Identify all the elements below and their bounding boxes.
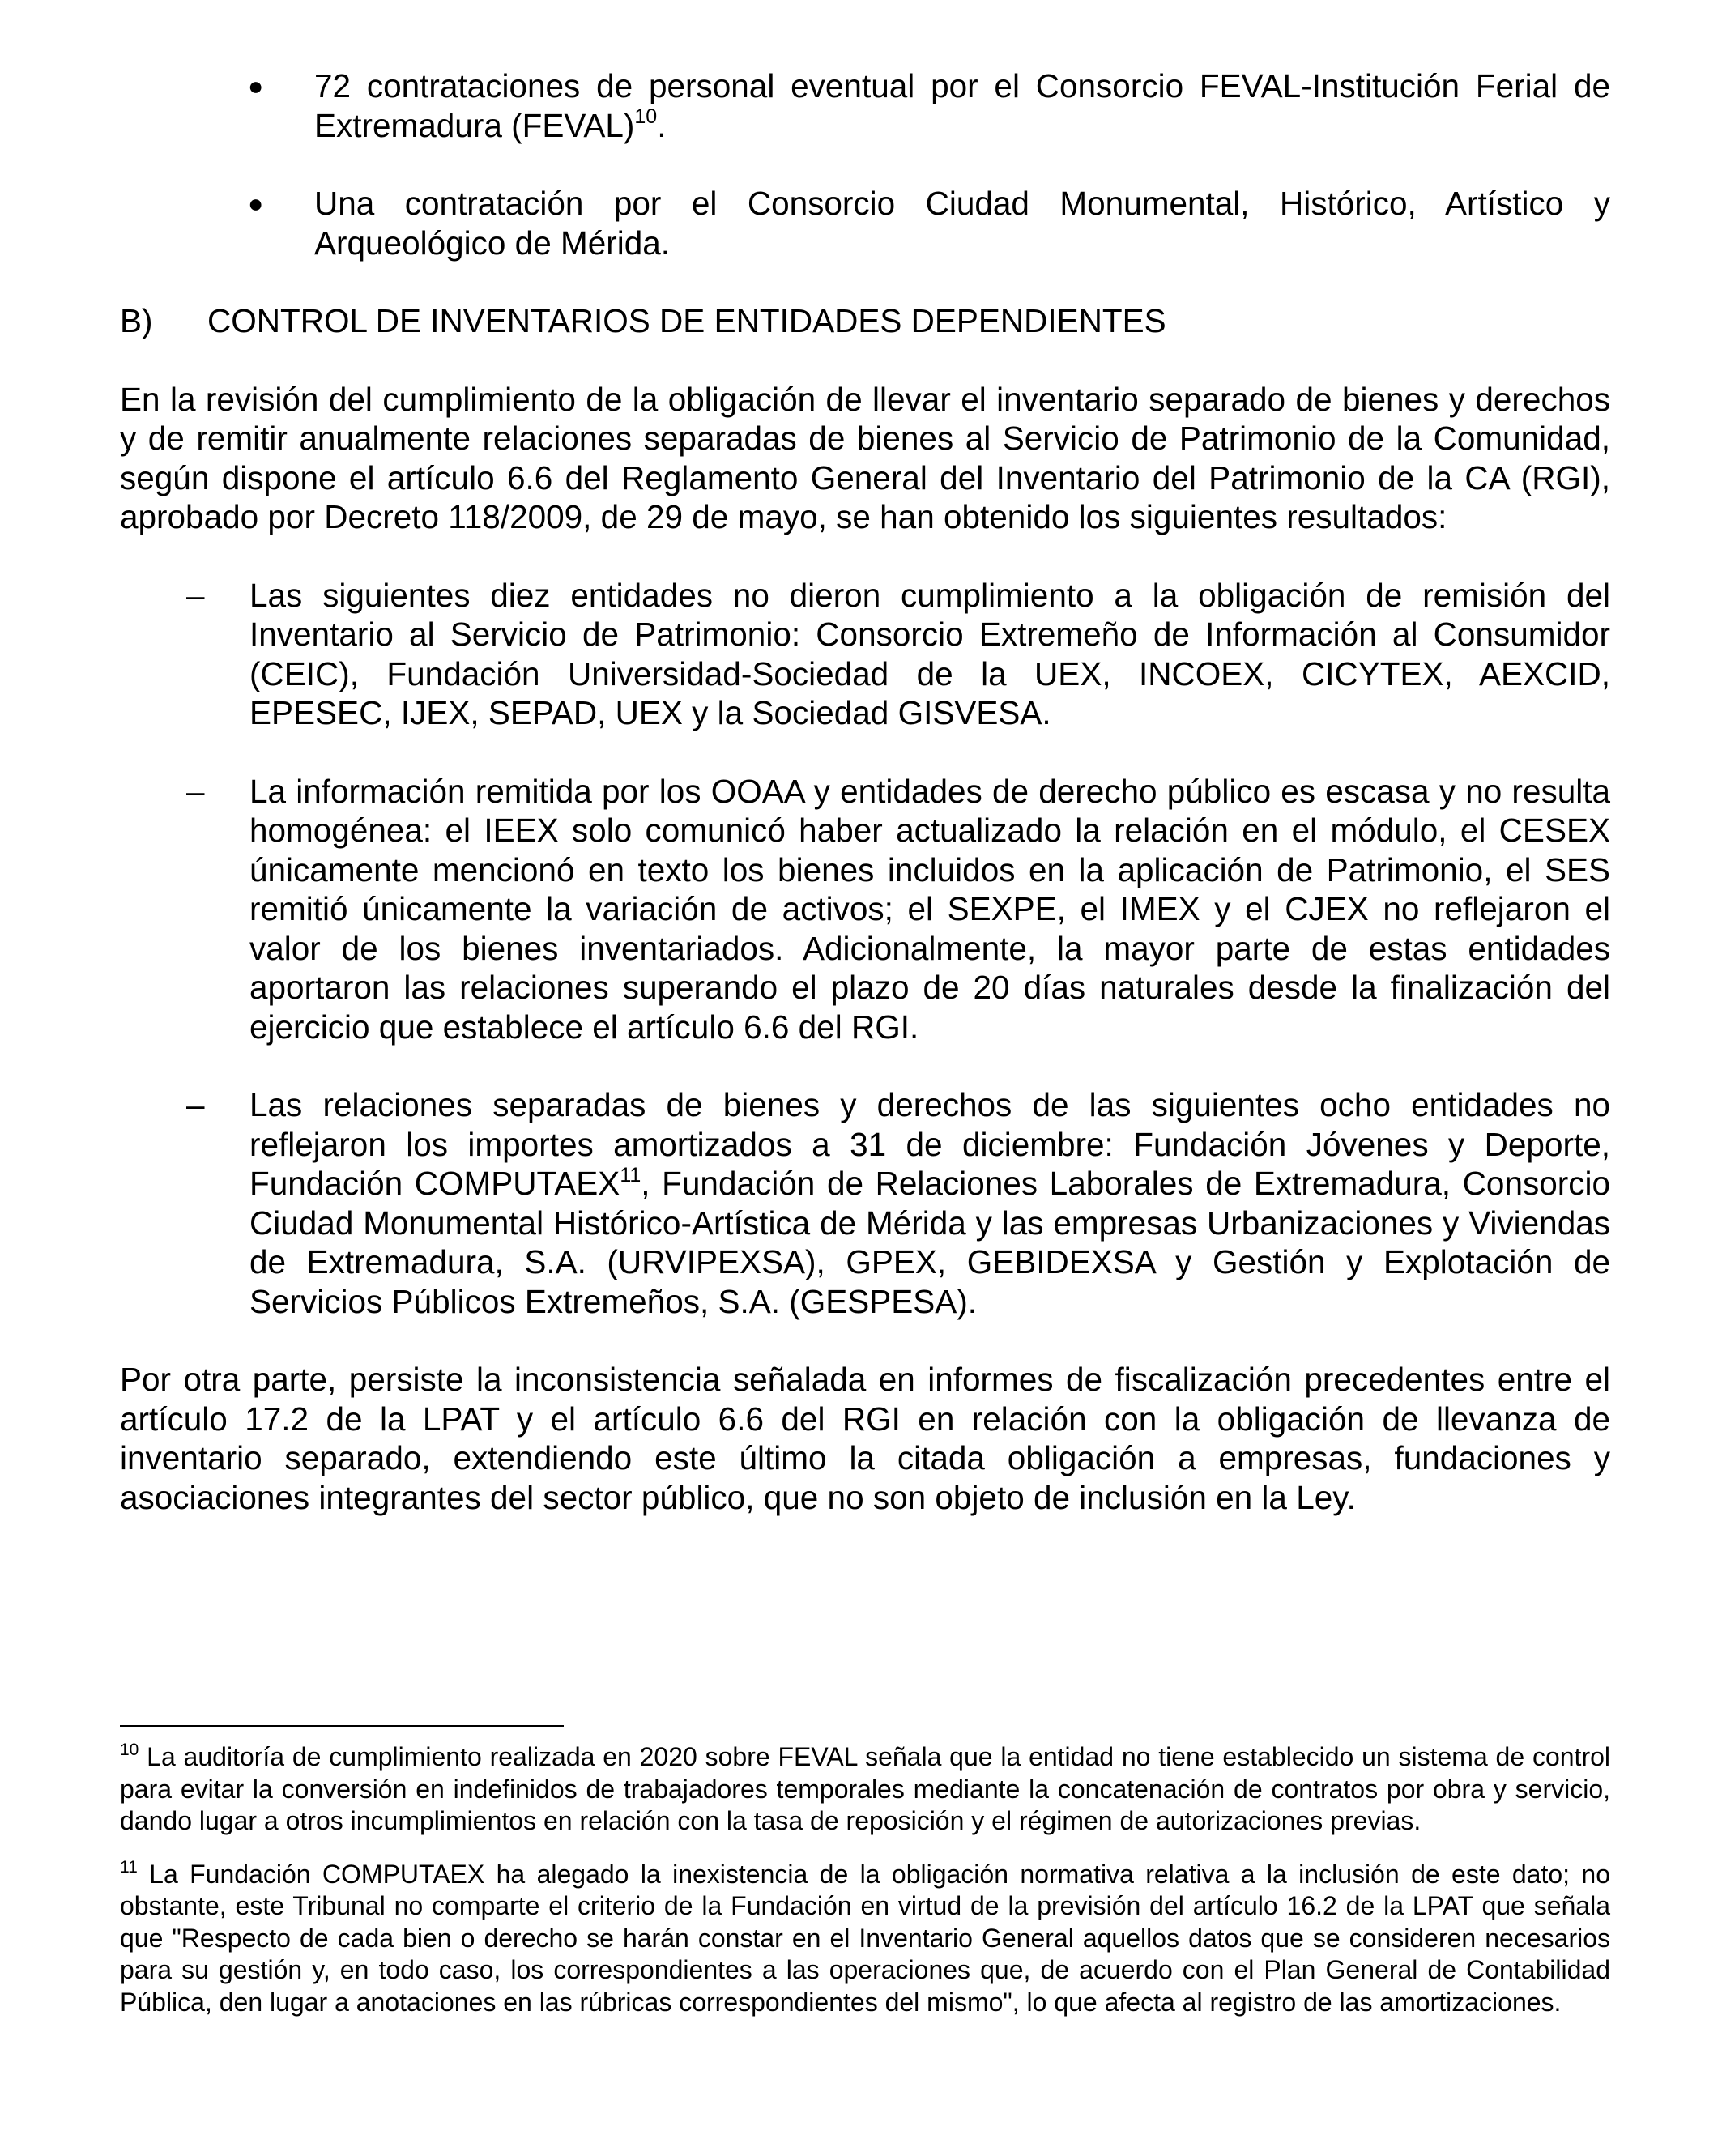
footnote-number: 11 [120, 1857, 138, 1877]
finding-text: La información remitida por los OOAA y entidades de derecho público es escasa y no resulta homogénea: el IEEX solo comunicó haber actualizado la relación en el módulo, el CESEX únicamente mencionó en texto los bienes incluidos en la aplicación de Patrimonio, el SES remitió únicamente la variación de activos; el SEXPE, el IMEX y el CJEX no reflejaron el valor de los bienes inventariados. Adicionalmente, la mayor parte de estas entidades aportaron las relaciones superando el plazo de 20 días naturales desde la finalización del ejercicio que establece el artículo 6.6 del RGI. [249, 772, 1610, 1046]
footnote-11 [120, 1859, 1610, 2019]
bullet-text: Una contratación por el Consorcio Ciudad Monumental, Histórico, Artístico y Arqueológico de Mérida. [314, 185, 1610, 262]
section-letter: B) [120, 302, 153, 339]
footnotes-section [120, 1741, 1610, 2018]
section-title: CONTROL DE INVENTARIOS DE ENTIDADES DEPENDIENTES [207, 302, 1166, 339]
bullet-trailing: . [657, 106, 667, 144]
footnote-ref-10[interactable]: 10 [634, 105, 658, 128]
footnote-ref-11[interactable]: 11 [620, 1163, 641, 1187]
finding-item-heterogeneous-info [120, 772, 1610, 1047]
bullet-icon: ● [248, 189, 264, 218]
finding-text: Las siguientes diez entidades no dieron cumplimiento a la obligación de remisión del Inventario al Servicio de Patrimonio: Consorcio Extremeño de Información al Consumidor (CEIC), Fundación Universidad-Sociedad de la UEX, INCOEX, CICYTEX, AEXCID, EPESEC, IJEX, SEPAD, UEX y la Sociedad GISVESA. [249, 576, 1610, 731]
finding-item-amortization [120, 1085, 1610, 1321]
footnote-10 [120, 1741, 1610, 1838]
contracting-bullet-list [120, 66, 1610, 262]
closing-paragraph: Por otra parte, persiste la inconsistencia señalada en informes de fiscalización precedentes entre el artículo 17.2 de la LPAT y el artículo 6.6 del RGI en relación con la obligación de llevanza de inventario separado, extendiendo este último la citada obligación a empresas, fundaciones y asociaciones integrantes del sector público, que no son objeto de inclusión en la Ley. [120, 1361, 1610, 1516]
intro-paragraph: En la revisión del cumplimiento de la obligación de llevar el inventario separado de bienes y derechos y de remitir anualmente relaciones separadas de bienes al Servicio de Patrimonio de la Comunidad, según dispone el artículo 6.6 del Reglamento General del Inventario del Patrimonio de la CA (RGI), aprobado por Decreto 118/2009, de 29 de mayo, se han obtenido los siguientes resultados: [120, 380, 1610, 535]
footnote-number: 10 [120, 1741, 139, 1760]
bullet-item-feval [120, 66, 1610, 145]
dash-icon: – [186, 576, 205, 614]
bullet-text: 72 contrataciones de personal eventual por el Consorcio FEVAL-Institución Ferial de Extremadura (FEVAL) [314, 67, 1610, 144]
finding-item-non-compliance [120, 576, 1610, 733]
footnote-separator [120, 1725, 564, 1727]
footnote-text: La Fundación COMPUTAEX ha alegado la inexistencia de la obligación normativa relativa a la inclusión de este dato; no obstante, este Tribunal no comparte el criterio de la Fundación en virtud de la previsión del artículo 16.2 de la LPAT que señala que "Respecto de cada bien o derecho se harán constar en el Inventario General aquellos datos que se consideren necesarios para su gestión y, en todo caso, los correspondientes a las operaciones que, de acuerdo con el Plan General de Contabilidad Pública, den lugar a anotaciones en las rúbricas correspondientes del mismo", lo que afecta al registro de las amortizaciones. [120, 1859, 1610, 2017]
main-content [120, 66, 1610, 1517]
dash-icon: – [186, 1086, 205, 1123]
bullet-icon: ● [248, 71, 264, 100]
footnote-text: La auditoría de cumplimiento realizada en 2020 sobre FEVAL señala que la entidad no tiene establecido un sistema de control para evitar la conversión en indefinidos de trabajadores temporales mediante la concatenación de contratos por obra y servicio, dando lugar a otros incumplimientos en relación con la tasa de reposición y el régimen de autorizaciones previas. [120, 1742, 1610, 1835]
section-heading-b [120, 301, 1610, 341]
finding-text-before: Las relaciones separadas de bienes y derechos de las siguientes ocho entidades no reflejaron los importes amortizados a 31 de diciembre: Fundación Jóvenes y Deporte, Fundación COMPUTAEX [249, 1086, 1610, 1202]
bullet-item-merida [120, 184, 1610, 262]
dash-icon: – [186, 772, 205, 810]
findings-dash-list [120, 576, 1610, 1322]
finding-text-after: , Fundación de Relaciones Laborales de Extremadura, Consorcio Ciudad Monumental Histórico-Artística de Mérida y las empresas Urbanizaciones y Viviendas de Extremadura, S.A. (URVIPEXSA), GPEX, GEBIDEXSA y Gestión y Explotación de Servicios Públicos Extremeños, S.A. (GESPESA). [249, 1165, 1610, 1320]
